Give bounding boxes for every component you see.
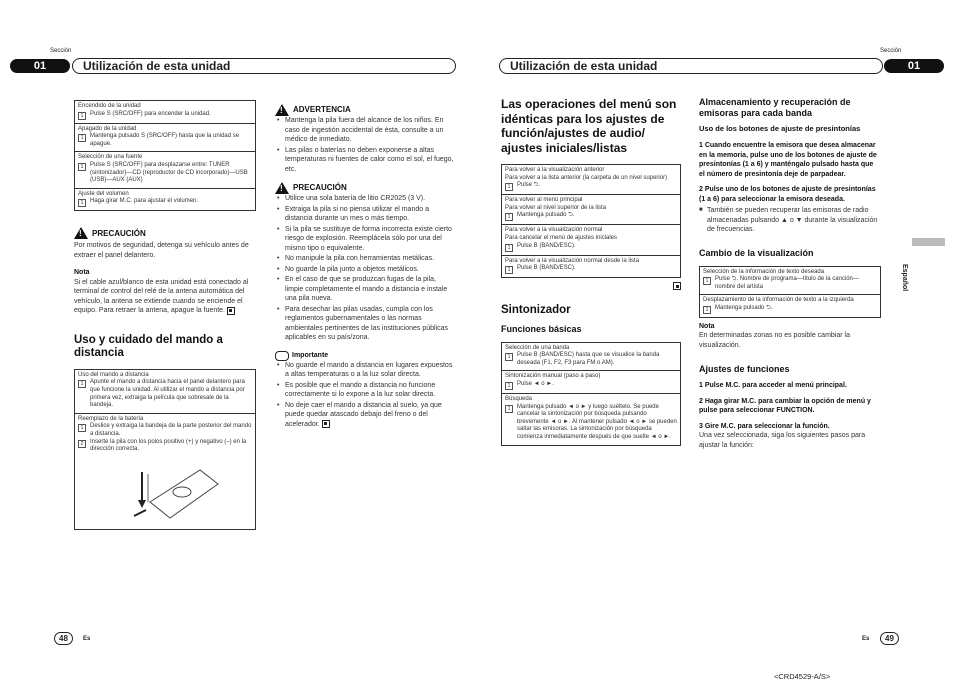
- list-item: • Mantenga la pila fuera del alcance de los niños. En caso de ingestión accidental de ésta, consulte a un médico de inmediato.: [275, 116, 455, 145]
- table-row: Selección de una fuente 1 Pulse S (SRC/OFF) para desplazarse entre: TUNER (sintonizador)—CD (reproductor de CD incorporado)—USB (USB)—AUX (AUX): [75, 152, 255, 188]
- list-item: • No guarde la pila junto a objetos metálicos.: [275, 265, 455, 275]
- row-title: Para volver al menú principal Para volver al nivel superior de la lista: [505, 197, 607, 211]
- table-row: Para volver al menú principal Para volver al nivel superior de la lista 1 Mantenga pulsado ⮌.: [502, 195, 680, 225]
- page-title-right: Utilización de esta unidad: [499, 58, 883, 74]
- cambio-heading: Cambio de la visualización: [699, 247, 814, 258]
- row-step: Deslice y extraiga la bandeja de la parte posterior del mando a distancia.: [90, 423, 252, 437]
- row-title: Ajuste del volumen: [78, 190, 129, 197]
- advertencia-heading: ! ADVERTENCIA: [275, 104, 455, 116]
- row-title: Uso del mando a distancia: [78, 371, 149, 378]
- row-title: Para volver a la visualización normal desde la lista: [505, 257, 640, 264]
- lang-left: Es: [83, 636, 91, 642]
- column-3: [501, 97, 681, 446]
- list-item: • Es posible que el mando a distancia no funcione correctamente si lo expone a la luz solar directa.: [275, 381, 455, 400]
- document-code: <CRD4529-A/S>: [774, 672, 831, 681]
- table-row: Ajuste del volumen 1 Haga girar M.C. para ajustar el volumen.: [75, 189, 255, 211]
- row-step: Haga girar M.C. para ajustar el volumen.: [90, 198, 199, 205]
- uso-heading: Uso y cuidado del mando a distancia: [74, 333, 223, 359]
- section-number-right: 01: [884, 59, 944, 73]
- page-title-left: Utilización de esta unidad: [72, 58, 456, 74]
- row-step: Pulse ⮌.: [517, 182, 541, 189]
- menu-ops-table: [501, 164, 681, 278]
- warning-icon: !: [275, 182, 289, 194]
- list-item: • Las pilas o baterías no deben exponerse a altas temperaturas ni fuentes de calor como el sol, el fuego, etc.: [275, 146, 455, 175]
- table-row: Encendido de la unidad 1 Pulse S (SRC/OFF) para encender la unidad.: [75, 101, 255, 124]
- precaucion-text: Por motivos de seguridad, detenga su vehículo antes de extraer el panel delantero.: [74, 242, 249, 259]
- func-step-3: 3 Gire M.C. para seleccionar la función.: [699, 422, 830, 430]
- row-step: Pulse S (SRC/OFF) para encender la unidad.: [90, 110, 211, 117]
- list-item: • Para desechar las pilas usadas, cumpla con los reglamentos gubernamentales o las normas ambientales pertinentes de las instituciones públicas aplicables en su país/zona.: [275, 305, 455, 343]
- func-step-1: 1 Pulse M.C. para acceder al menú principal.: [699, 382, 847, 390]
- list-item: • En el caso de que se produzcan fugas de la pila, limpie completamente el mando a distancia e instale una pila nueva.: [275, 275, 455, 304]
- unit-ops-table: [74, 100, 256, 211]
- row-step: Inserte la pila con los polos positivo (+) y negativo (–) en la dirección correcta.: [90, 438, 247, 453]
- important-icon: [275, 351, 289, 361]
- table-row: Selección de la información de texto deseada 1 Pulse ⮌. Nombre de programa—título de la canción—nombre del artista: [700, 267, 880, 296]
- lang-right: Es: [862, 636, 870, 642]
- remote-table: [74, 369, 256, 530]
- precaucion-heading: ! PRECAUCIÓN: [275, 182, 455, 194]
- section-label-left: Sección: [50, 48, 72, 54]
- row-step: Pulse ◄ o ►.: [517, 381, 554, 388]
- row-title: Para volver a la visualización normal Para cancelar el menú de ajustes iniciales: [505, 227, 618, 241]
- language-tab: [912, 238, 945, 246]
- ajustes-heading: Ajustes de funciones: [699, 364, 790, 375]
- step-1: 1 Cuando encuentre la emisora que desea almacenar en la memoria, pulse uno de los botones de ajuste de presintonías (1 a 6) y manténgalo pulsado hasta que el número de presintonía deje de parpadear.: [699, 142, 877, 178]
- section-number-left: 01: [10, 59, 70, 73]
- row-title: Encendido de la unidad: [78, 103, 141, 109]
- row-title: Para volver a la visualización anterior Para volver a la lista anterior (la carpeta de un nivel superior): [505, 167, 668, 181]
- list-item: • No guarde el mando a distancia en lugares expuestos a altas temperaturas o a la luz solar directa.: [275, 361, 455, 380]
- end-mark-icon: [673, 282, 681, 290]
- row-step: Mantenga pulsado ◄ o ► y luego suéltelo. Se puede cancelar la sintonización por búsqueda pulsando brevemente ◄ o ►. Al mantener pulsado ◄ o ► se pueden saltar las emisoras. La sintonización por búsqueda comienza inmediatamente después de que suelte ◄ o ►.: [517, 403, 677, 440]
- table-row: Uso del mando a distancia 1 Apunte el mando a distancia hacia el panel delantero para que funcione la unidad. Al utilizar el mando a distancia por primera vez, extraiga la película que sobresale de la bandeja.: [75, 370, 255, 414]
- page-number-right: 49: [880, 632, 899, 645]
- list-item: • No deje caer el mando a distancia al suelo, ya que puede quedar atascado debajo del freno o del acelerador.: [275, 401, 455, 430]
- language-side-label-wrap: [888, 264, 914, 294]
- row-title: Selección de una banda: [505, 344, 570, 351]
- table-row: Apagado de la unidad 1 Mantenga pulsado S (SRC/OFF) hasta que la unidad se apague.: [75, 124, 255, 153]
- sintonizador-heading: Sintonizador: [501, 303, 571, 316]
- row-step: Pulse B (BAND/ESC).: [517, 265, 576, 272]
- almacenamiento-heading: Almacenamiento y recuperación de emisoras para cada banda: [699, 97, 851, 118]
- row-title: Reemplazo de la batería: [78, 415, 144, 422]
- column-2: [275, 104, 455, 430]
- section-label-right: Sección: [880, 48, 902, 54]
- menu-heading: Las operaciones del menú son idénticas para los ajustes de función/ajustes de audio/ ajustes iniciales/listas: [501, 97, 677, 155]
- row-step: Mantenga pulsado ⮌.: [715, 304, 773, 311]
- row-title: Selección de una fuente: [78, 154, 143, 161]
- tuner-table: [501, 342, 681, 446]
- end-mark-icon: [227, 307, 235, 315]
- list-item: • Extraiga la pila si no piensa utilizar el mando a distancia durante un mes o más tiempo.: [275, 205, 455, 224]
- language-side-label: Español: [901, 264, 908, 292]
- table-row: Sintonización manual (paso a paso) 1 Pulse ◄ o ►.: [502, 371, 680, 394]
- warning-icon: !: [275, 104, 289, 116]
- end-mark-icon: [322, 420, 330, 428]
- row-step: Pulse B (BAND/ESC) hasta que se visualice la banda deseada (F1, F2, F3 para FM o AM).: [517, 352, 660, 366]
- display-table: [699, 266, 881, 318]
- row-step: Pulse ⮌. Nombre de programa—título de la canción—nombre del artista: [715, 276, 859, 290]
- row-title: Desplazamiento de la información de texto a la izquierda: [703, 297, 854, 304]
- row-title: Apagado de la unidad: [78, 125, 137, 132]
- row-step: Pulse S (SRC/OFF) para desplazarse entre: TUNER (sintonizador)—CD (reproductor de CD incorporado)—USB (USB)—AUX (AUX): [90, 161, 248, 184]
- list-item: • Si la pila se sustituye de forma incorrecta existe cierto riesgo de explosión. Reemplácela sólo por una del mismo tipo o equivalente.: [275, 225, 455, 254]
- importante-heading: Importante: [275, 351, 455, 361]
- nota-text: En determinadas zonas no es posible cambiar la visualización.: [699, 332, 850, 349]
- row-step: Apunte el mando a distancia hacia el panel delantero para que funcione la unidad. Al utilizar el mando a distancia por primera vez, extraiga la película que sobresale de la bandeja.: [90, 379, 245, 409]
- column-1: [74, 100, 256, 530]
- row-step: Pulse B (BAND/ESC).: [517, 242, 576, 249]
- funciones-basicas-heading: Funciones básicas: [501, 323, 582, 334]
- nota-title: Nota: [74, 269, 90, 277]
- row-step: Mantenga pulsado S (SRC/OFF) hasta que la unidad se apague.: [90, 133, 240, 147]
- row-title: Sintonización manual (paso a paso): [505, 373, 601, 380]
- step-2-note: ■ También se pueden recuperar las emisoras de radio almacenadas pulsando ▲ o ▼ durante la visualización de frecuencias.: [699, 207, 878, 233]
- row-title: Búsqueda: [505, 396, 533, 403]
- list-item: • No manipule la pila con herramientas metálicas.: [275, 254, 455, 264]
- battery-illustration: [130, 462, 220, 520]
- precaucion-heading: ! PRECAUCIÓN: [74, 227, 256, 239]
- func-step-3-text: Una vez seleccionada, siga los siguientes pasos para ajustar la función:: [699, 432, 866, 449]
- nota-title: Nota: [699, 322, 715, 330]
- step-2: 2 Pulse uno de los botones de ajuste de presintonías (1 a 6) para seleccionar la emisora deseada.: [699, 186, 876, 203]
- table-row: Reemplazo de la batería 1 Deslice y extraiga la bandeja de la parte posterior del mando a distancia. 2 Inserte la pila con los polos positivo (+) y negativo (–) en la dirección correcta.: [75, 414, 255, 529]
- table-row: Para volver a la visualización normal Para cancelar el menú de ajustes iniciales 1 Pulse B (BAND/ESC).: [502, 225, 680, 255]
- list-item: • Utilice una sola batería de litio CR2025 (3 V).: [275, 194, 455, 204]
- row-title: Selección de la información de texto deseada: [703, 268, 825, 275]
- func-step-2: 2 Haga girar M.C. para cambiar la opción de menú y pulse para seleccionar FUNCTION.: [699, 397, 871, 415]
- nota-text: Si el cable azul/blanco de esta unidad está conectado al terminal de control del relé de la antena automática del vehículo, la antena se extiende cuando se enciende el equipo. Para retraer la antena, apague la fuente.: [74, 278, 249, 315]
- table-row: Búsqueda 1 Mantenga pulsado ◄ o ► y luego suéltelo. Se puede cancelar la sintonización por búsqueda pulsando brevemente ◄ o ►. Al mantener pulsado ◄ o ► se pueden saltar las emisoras. La sintonización por búsqueda comienza inmediatamente después de que suelte ◄ o ►.: [505, 396, 677, 440]
- page-number-left: 48: [54, 632, 73, 645]
- table-row: Selección de una banda 1 Pulse B (BAND/ESC) hasta que se visualice la banda deseada (F1, F2, F3 para FM o AM).: [502, 343, 680, 372]
- table-row: Desplazamiento de la información de texto a la izquierda 1 Mantenga pulsado ⮌.: [700, 295, 880, 317]
- table-row: Para volver a la visualización normal desde la lista 1 Pulse B (BAND/ESC).: [502, 256, 680, 278]
- uso-botones-heading: Uso de los botones de ajuste de presintonías: [699, 124, 861, 133]
- column-4: [699, 97, 881, 450]
- warning-icon: !: [74, 227, 88, 239]
- row-step: Mantenga pulsado ⮌.: [517, 212, 575, 219]
- table-row: Para volver a la visualización anterior Para volver a la lista anterior (la carpeta de un nivel superior) 1 Pulse ⮌.: [502, 165, 680, 195]
